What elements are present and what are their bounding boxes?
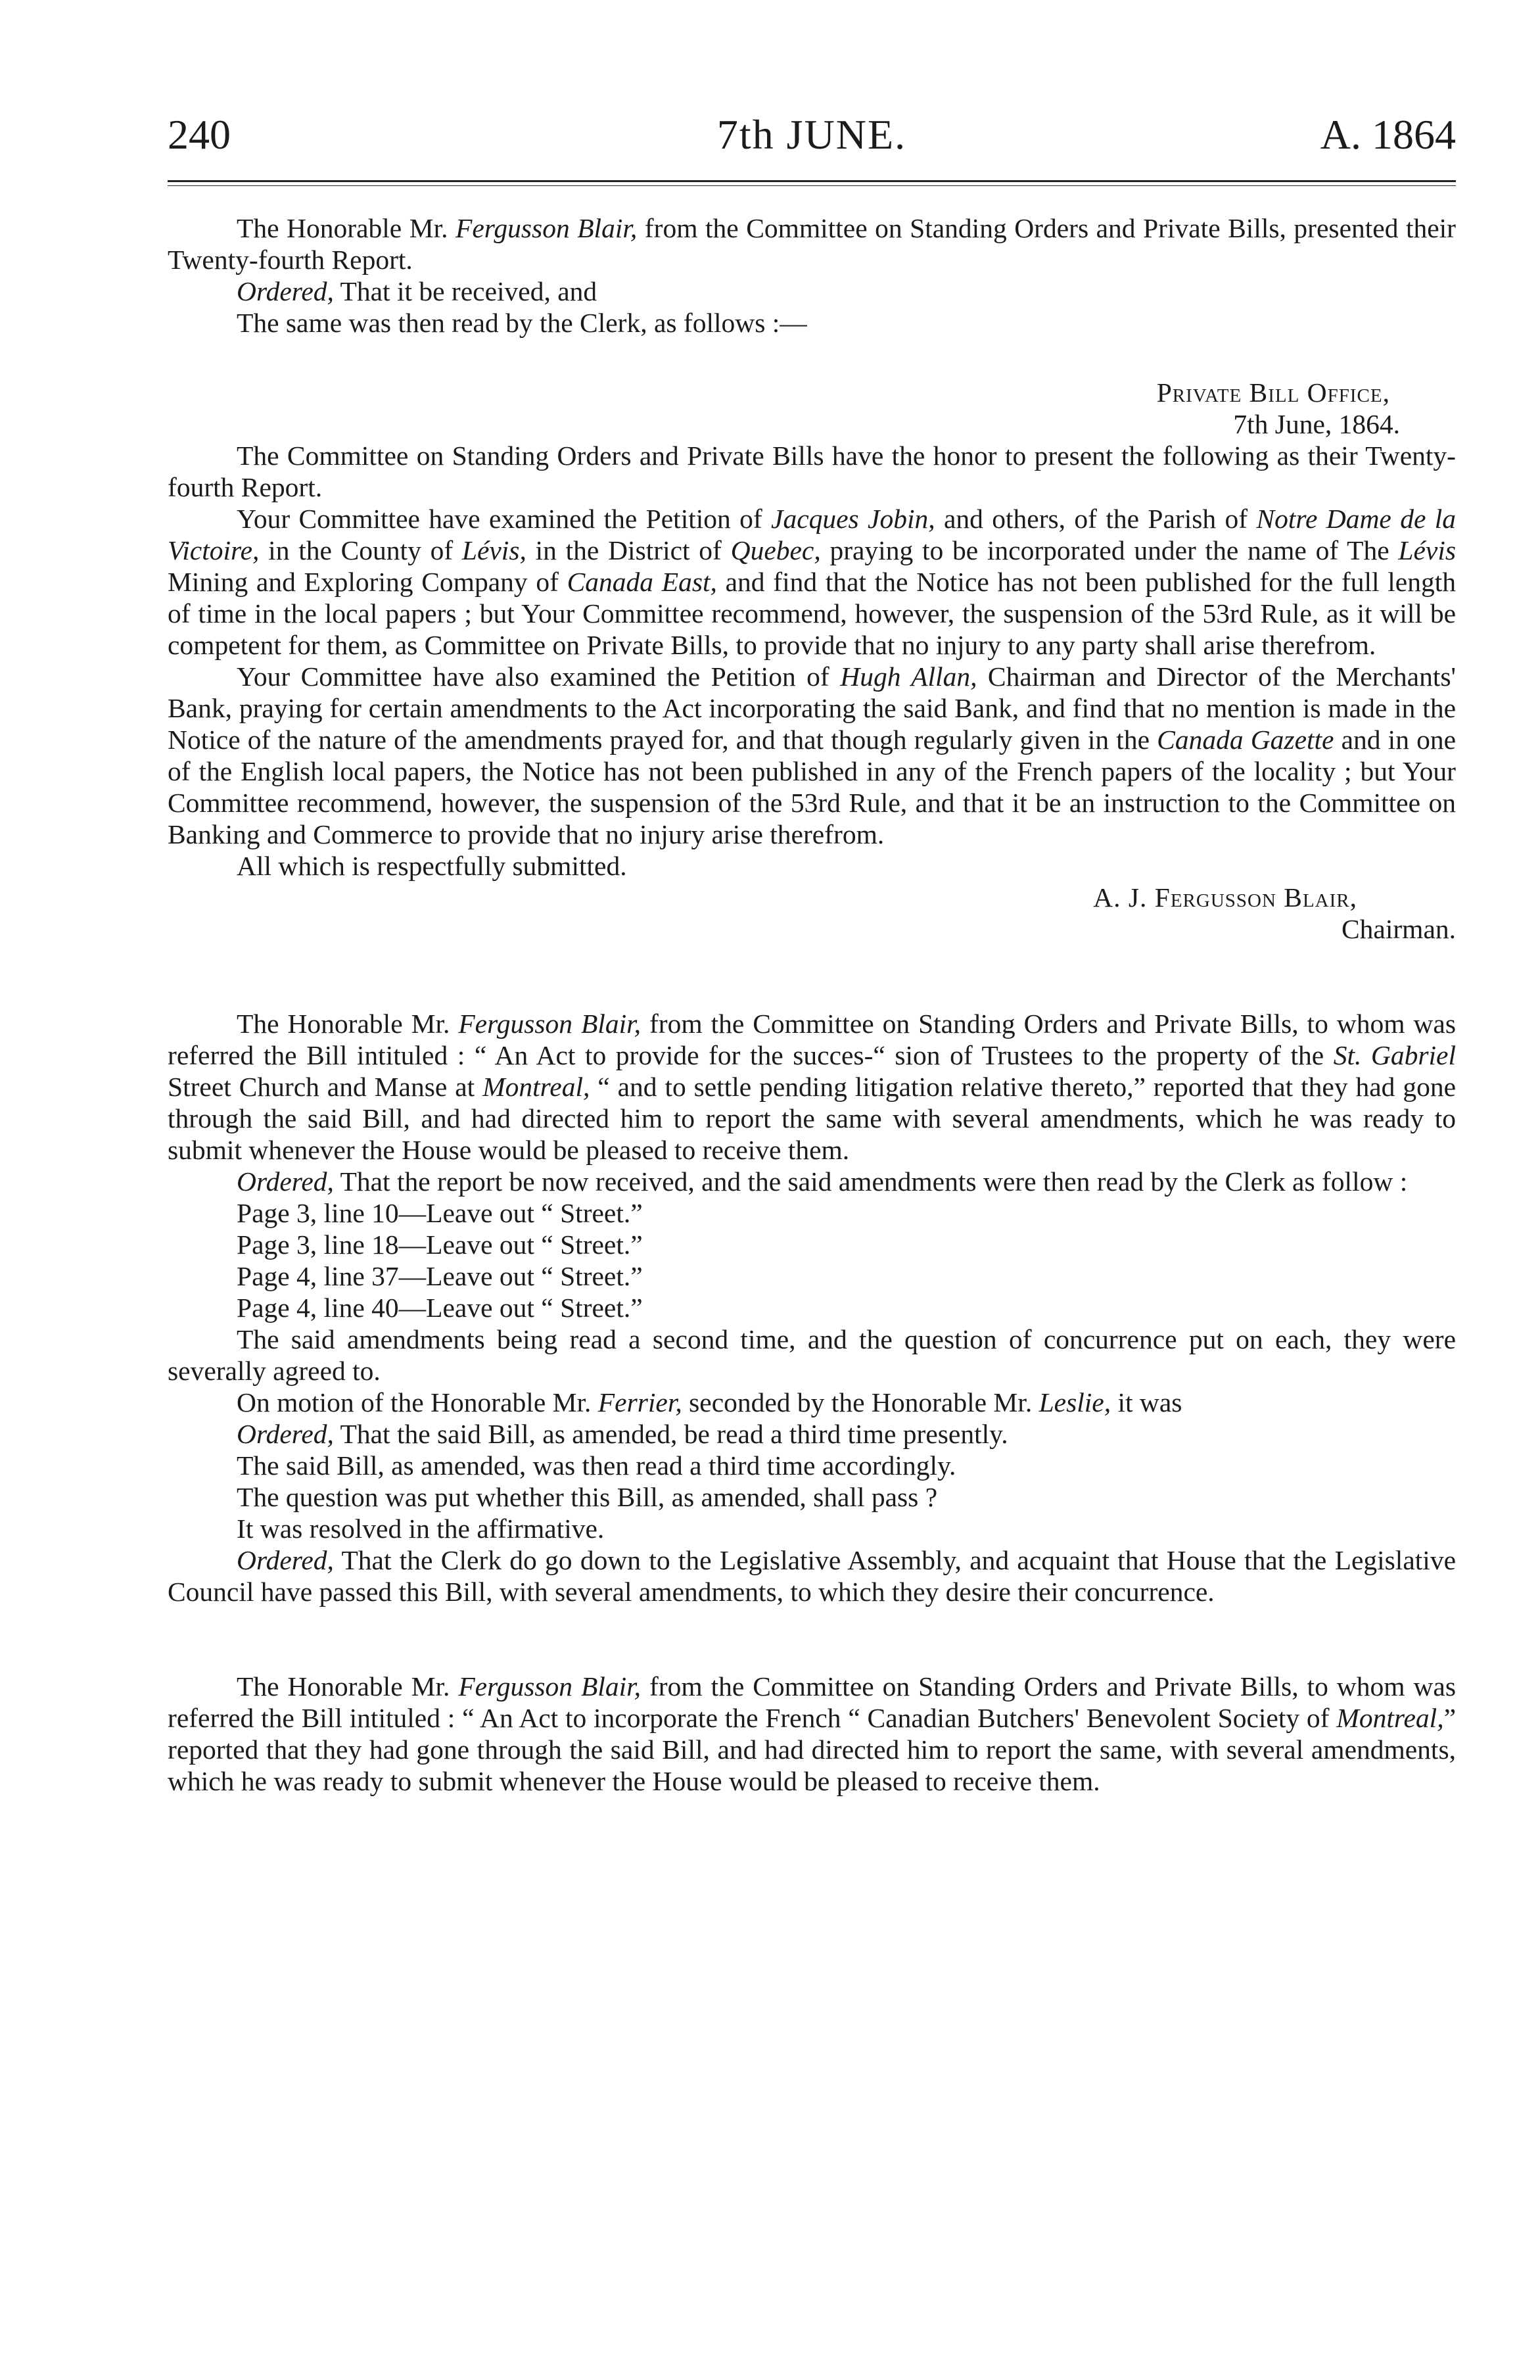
paragraph: All which is respectfully submitted. (237, 851, 627, 881)
amendment-line: Page 4, line 37—Leave out “ Street.” (237, 1261, 643, 1291)
page (168, 99, 1456, 1797)
paragraph: The Honorable Mr. Fergusson Blair, from the Committee on Standing Orders and Private Bills, to whom was referred the Bill intituled : “ An Act to incorporate the French “ Canadian Butchers' Benevolent Society of Montreal,” reported that they had gone through the said Bill, and had directed him to report the same, with several amendments, which he was ready to submit whenever the House would be pleased to receive them. (168, 1671, 1457, 1796)
page-number: 240 (168, 111, 231, 158)
paragraph: The said amendments being read a second time, and the question of concurrence put on each, they were severally agreed to. (168, 1324, 1456, 1386)
office-heading: Private Bill Office, (1156, 377, 1390, 408)
paragraph: Your Committee have examined the Petition of Jacques Jobin, and others, of the Parish of Notre Dame de la Victoire, in the County of Lévis, in the District of Quebec, praying to be incorporated under the name of The Lévis Mining and Exploring Company of Canada East, and find that the Notice has not been published for the full length of time in the local papers ; but Your Committee recommend, however, the suspension of the 53rd Rule, as it will be competent for them, as Committee on Private Bills, to provide that no injury to any party shall arise therefrom. (168, 504, 1457, 660)
amendment-line: Page 3, line 10—Leave out “ Street.” (237, 1198, 643, 1228)
page-year: A. 1864 (1320, 111, 1456, 158)
paragraph: It was resolved in the affirmative. (237, 1513, 605, 1544)
paragraph: Ordered, That the Clerk do go down to the Legislative Assembly, and acquaint that House that the Legislative Council have passed this Bill, with several amendments, to which they desire their concurrence. (168, 1545, 1456, 1607)
paragraph: Ordered, That it be received, and (237, 276, 597, 306)
paragraph: The Honorable Mr. Fergusson Blair, from the Committee on Standing Orders and Private Bills, to whom was referred the Bill intituled : “ An Act to provide for the succes-“ sion of Trustees to the property of the St. Gabriel Street Church and Manse at Montreal, “ and to settle pending litigation relative thereto,” reported that they had gone through the said Bill, and had directed him to report the same with several amendments, which he was ready to submit whenever the House would be pleased to receive them. (168, 1009, 1457, 1165)
paragraph: Your Committee have also examined the Petition of Hugh Allan, Chairman and Director of the Merchants' Bank, praying for certain amendments to the Act incorporating the said Bank, and find that no mention is made in the Notice of the nature of the amendments prayed for, and that though regularly given in the Canada Gazette and in one of the English local papers, the Notice has not been published in any of the French papers of the locality ; but Your Committee recommend, however, the suspension of the 53rd Rule, and that it be an instruction to the Committee on Banking and Commerce to provide that no injury arise therefrom. (168, 661, 1457, 849)
paragraph: The Committee on Standing Orders and Private Bills have the honor to present the following as their Twenty-fourth Report. (168, 440, 1456, 502)
paragraph: The same was then read by the Clerk, as follows :— (237, 308, 807, 338)
signature-title: Chairman. (1341, 914, 1456, 944)
amendment-line: Page 4, line 40—Leave out “ Street.” (237, 1293, 643, 1323)
header-rule (168, 180, 1456, 186)
paragraph: The question was put whether this Bill, as amended, shall pass ? (237, 1482, 938, 1512)
page-date: 7th JUNE. (716, 111, 907, 158)
paragraph: Ordered, That the said Bill, as amended, be read a third time presently. (237, 1419, 1008, 1449)
journal-text (168, 212, 1456, 1797)
paragraph: Ordered, That the report be now received, and the said amendments were then read by the Clerk as follow : (237, 1166, 1408, 1197)
amendment-line: Page 3, line 18—Leave out “ Street.” (237, 1229, 643, 1260)
paragraph: The said Bill, as amended, was then read a third time accordingly. (237, 1450, 956, 1481)
running-head (168, 99, 1456, 171)
signature: A. J. Fergusson Blair, (1093, 882, 1357, 913)
paragraph: On motion of the Honorable Mr. Ferrier, seconded by the Honorable Mr. Leslie, it was (237, 1387, 1182, 1417)
office-date: 7th June, 1864. (1233, 409, 1400, 439)
paragraph: The Honorable Mr. Fergusson Blair, from the Committee on Standing Orders and Private Bills, presented their Twenty-fourth Report. (168, 213, 1457, 275)
